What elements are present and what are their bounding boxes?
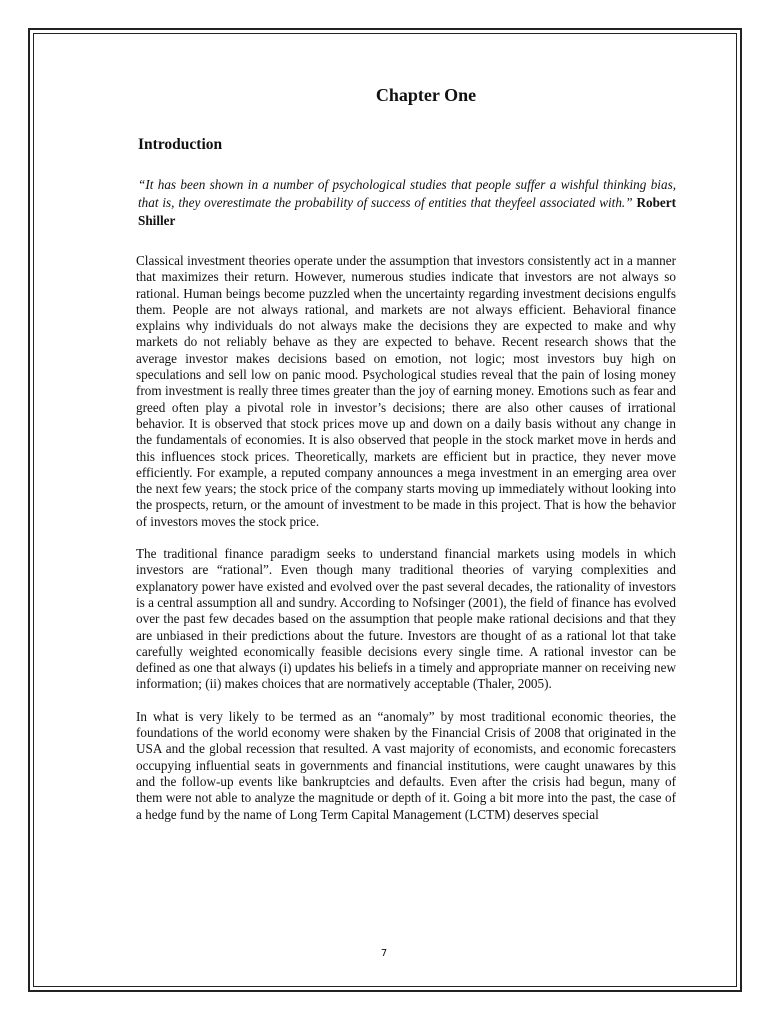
quote-text: “It has been shown in a number of psychological studies that people suffer a wishful thinking bias, that is, they overestimate the probability of success of entities that theyfeel associated with.” [138,177,676,210]
body-paragraph: Classical investment theories operate under the assumption that investors consistently act in a manner that maximizes their return. However, numerous studies indicate that investors are not always so rational. Human beings become puzzled when the uncertainty regarding investment decisions engulfs them. People are not always rational, and markets are not always efficient. Behavioral finance explains why individuals do not always make the decisions they are expected to make and why markets do not reliably behave as they are expected to behave. Recent research shows that the average investor makes decisions based on emotion, not logic; most investors buy high on speculations and sell low on panic mood. Psychological studies reveal that the pain of losing money from investment is really three times greater than the joy of earning money. Emotions such as fear and greed often play a pivotal role in investor’s decisions; there are also other causes of irrational behavior. It is observed that stock prices move up and down on a daily basis without any change in the fundamentals of economies. It is also observed that people in the stock market move in herds and this influences stock prices. Theoretically, markets are efficient but in practice, they never move efficiently. For example, a reputed company announces a mega investment in an emerging area over the next few years; the stock price of the company starts moving up immediately without looking into the prospects, return, or the amount of investment to be made in this project. That is how the behavior of investors moves the stock price. [136,253,676,529]
epigraph-quote [138,176,676,230]
page-content [136,85,676,839]
quote-author: Robert Shiller [138,195,677,228]
body-paragraph: The traditional finance paradigm seeks to understand financial markets using models in which investors are “rational”. Even though many traditional theories of varying complexities and explanatory power have existed and evolved over the past several decades, the rationality of investors is a central assumption all and sundry. According to Nofsinger (2001), the field of finance has evolved over the past few decades based on the assumption that people make rational decisions and that they are unbiased in their predictions about the future. Investors are thought of as a rational lot that take carefully weighted economically feasible decisions every single time. A rational investor can be defined as one that always (i) updates his beliefs in a timely and appropriate manner on receiving new information; (ii) makes choices that are normatively acceptable (Thaler, 2005). [136,546,676,692]
chapter-title: Chapter One [375,85,477,105]
section-heading: Introduction [138,136,223,153]
body-paragraph: In what is very likely to be termed as an “anomaly” by most traditional economic theories, the foundations of the world economy were shaken by the Financial Crisis of 2008 that originated in the USA and the global recession that resulted. A vast majority of economists, and economic forecasters occupying influential seats in governments and financial institutions, were caught unawares by this and the follow-up events like bankruptcies and defaults. Even after the crisis had begun, many of them were not able to analyze the magnitude or depth of it. Going a bit more into the past, the case of a hedge fund by the name of Long Term Capital Management (LCTM) deserves special [136,708,676,822]
page-number: 7 [380,948,388,959]
